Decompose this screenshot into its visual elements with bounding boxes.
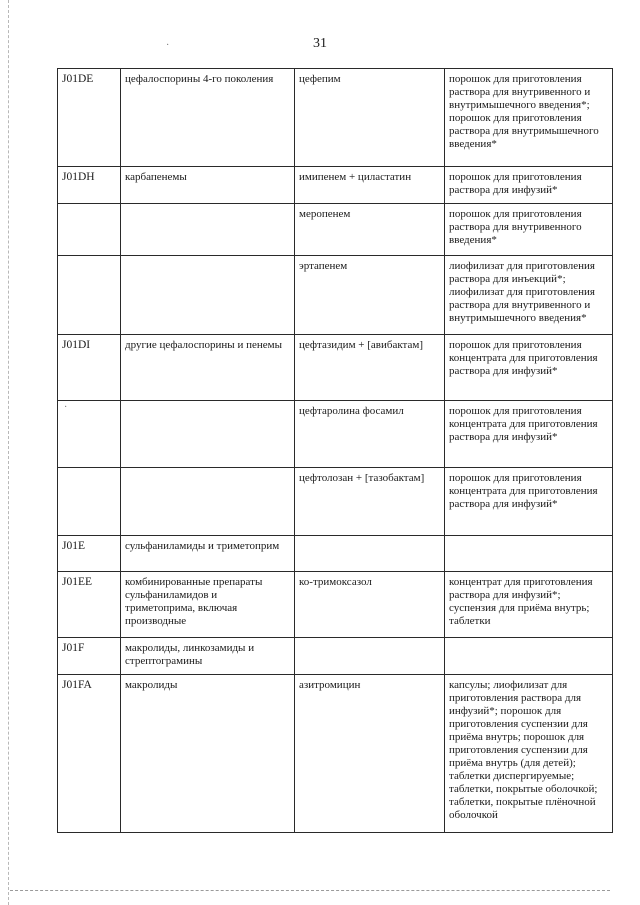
drug-cell: меропенем [295,204,445,256]
form-cell: порошок для приготовления раствора для инфузий* [445,167,613,204]
table-row [58,468,613,536]
atc-code-cell: J01DE [58,69,121,167]
table-row [58,69,613,167]
drug-cell [295,536,445,572]
table-row [58,536,613,572]
group-cell [121,401,295,468]
atc-code-cell [58,468,121,536]
scan-edge-left [8,0,9,905]
form-cell: порошок для приготовления раствора для внутривенного и внутримышечного введения*; порошок для приготовления раствора для внутримышечного введения* [445,69,613,167]
drug-cell: цефтазидим + [авибактам] [295,335,445,401]
group-cell: макролиды, линкозамиды и стрептограмины [121,638,295,675]
table-row [58,256,613,335]
drug-cell: цефтаролина фосамил [295,401,445,468]
form-cell: лиофилизат для приготовления раствора для инъекций*; лиофилизат для приготовления раствора для внутривенного и внутримышечного введения* [445,256,613,335]
drug-cell: азитромицин [295,675,445,833]
atc-code-cell: J01EE [58,572,121,638]
drug-cell: цефепим [295,69,445,167]
table-row [58,335,613,401]
atc-code-cell: J01E [58,536,121,572]
atc-code-cell [58,401,121,468]
atc-code-cell: J01F [58,638,121,675]
form-cell: капсулы; лиофилизат для приготовления раствора для инфузий*; порошок для приготовления суспензии для приёма внутрь; порошок для приготовления суспензии для приёма внутрь (для детей); таблетки диспергируемые; таблетки, покрытые оболочкой; таблетки, покрытые плёночной оболочкой [445,675,613,833]
group-cell [121,256,295,335]
table-row [58,675,613,833]
atc-code-cell [58,204,121,256]
group-cell: цефалоспорины 4-го поколения [121,69,295,167]
form-cell: порошок для приготовления концентрата для приготовления раствора для инфузий* [445,401,613,468]
page-number: 31 [313,36,327,51]
atc-code-cell: J01DI [58,335,121,401]
form-cell: концентрат для приготовления раствора для инфузий*; суспензия для приёма внутрь; таблетки [445,572,613,638]
group-cell: сульфаниламиды и триметоприм [121,536,295,572]
form-cell: порошок для приготовления раствора для внутривенного введения* [445,204,613,256]
group-cell: макролиды [121,675,295,833]
table-row [58,167,613,204]
form-cell [445,536,613,572]
drug-cell: эртапенем [295,256,445,335]
form-cell: порошок для приготовления концентрата для приготовления раствора для инфузий* [445,468,613,536]
group-cell: другие цефалоспорины и пенемы [121,335,295,401]
table-row [58,204,613,256]
scan-speck: · [64,402,68,413]
group-cell [121,204,295,256]
drug-cell: имипенем + циластатин [295,167,445,204]
scan-edge-bottom [10,890,610,891]
group-cell [121,468,295,536]
form-cell: порошок для приготовления концентрата для приготовления раствора для инфузий* [445,335,613,401]
atc-code-cell [58,256,121,335]
form-cell [445,638,613,675]
drug-table [57,68,613,833]
drug-cell [295,638,445,675]
atc-code-cell: J01FA [58,675,121,833]
drug-cell: цефтолозан + [тазобактам] [295,468,445,536]
drug-cell: ко-тримоксазол [295,572,445,638]
table-row [58,572,613,638]
group-cell: комбинированные препараты сульфаниламидов и триметоприма, включая производные [121,572,295,638]
scan-speck: · [166,40,170,51]
atc-code-cell: J01DH [58,167,121,204]
group-cell: карбапенемы [121,167,295,204]
table-row [58,638,613,675]
table-row [58,401,613,468]
